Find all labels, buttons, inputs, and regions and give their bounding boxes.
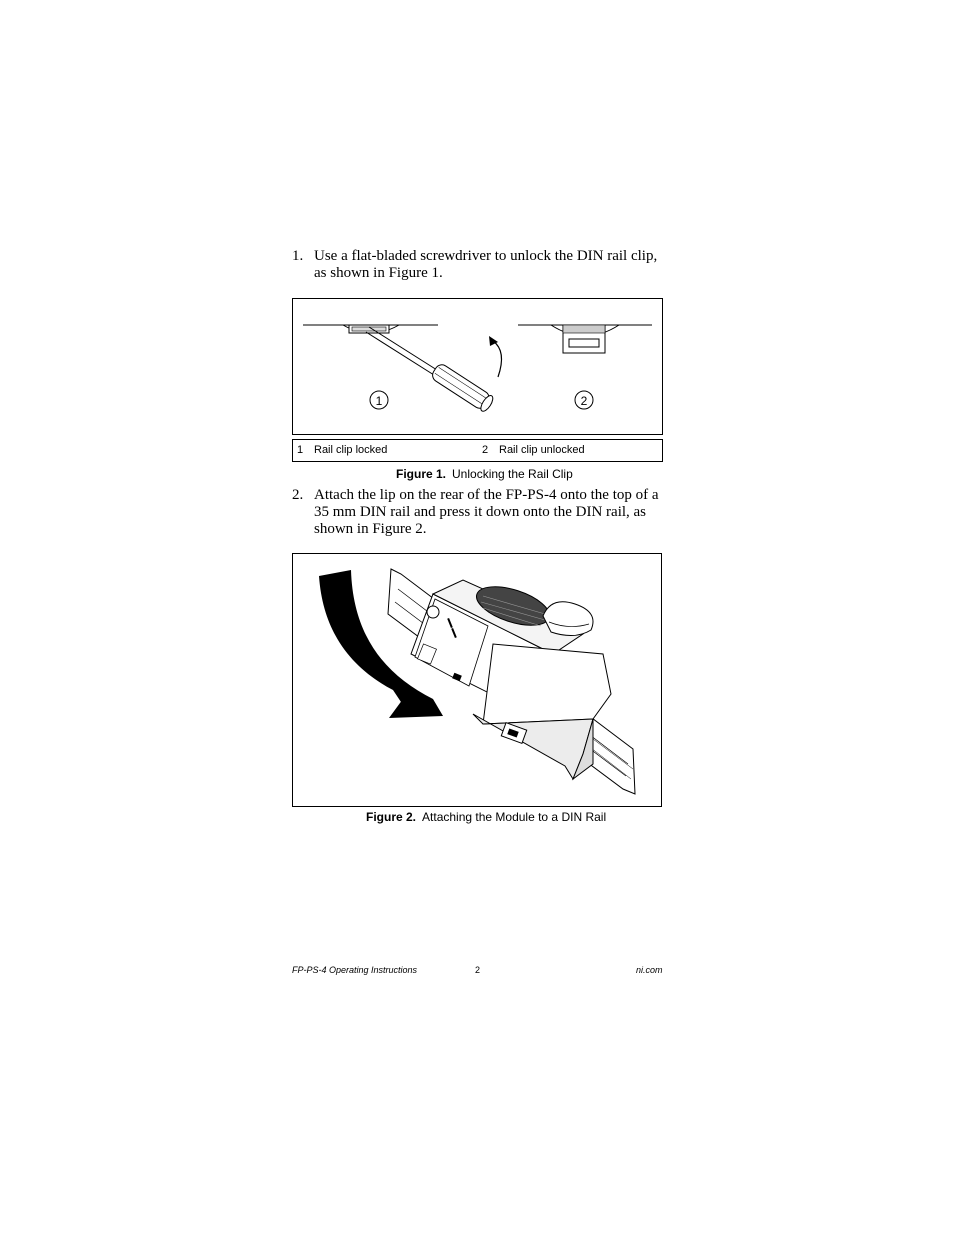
footer-document-title: FP-PS-4 Operating Instructions bbox=[292, 965, 418, 975]
callout-1: 1 bbox=[375, 394, 383, 408]
figure-2-caption-label: Figure 2. bbox=[366, 810, 417, 824]
step-1-text: Use a flat-bladed screwdriver to unlock the DIN rail clip, as shown in Figure 1. bbox=[314, 248, 658, 281]
legend-2-number: 2 bbox=[482, 444, 489, 456]
figure-2-caption-text: Attaching the Module to a DIN Rail bbox=[422, 810, 607, 824]
step-1-number: 1. bbox=[292, 248, 304, 264]
figure-2-caption bbox=[366, 810, 606, 824]
footer-page-number: 2 bbox=[475, 965, 481, 975]
step-2-number: 2. bbox=[292, 487, 304, 503]
figure-1-caption-text: Unlocking the Rail Clip bbox=[452, 467, 573, 481]
legend-1-number: 1 bbox=[297, 444, 304, 456]
step-2-text: Attach the lip on the rear of the FP-PS-4 onto the top of a 35 mm DIN rail and press it down onto the DIN rail, as shown in Figure 2. bbox=[314, 487, 659, 537]
legend-2-label: Rail clip unlocked bbox=[499, 444, 585, 456]
figure-1-illustration bbox=[292, 298, 663, 435]
legend-1-label: Rail clip locked bbox=[314, 444, 388, 456]
din-rail-module-drawing bbox=[293, 554, 663, 808]
footer-website: ni.com bbox=[636, 965, 663, 975]
figure-2-illustration bbox=[292, 553, 662, 807]
figure-1-caption-label: Figure 1. bbox=[396, 467, 447, 481]
figure-1-legend bbox=[292, 439, 663, 462]
callout-2: 2 bbox=[580, 394, 588, 408]
figure-1-caption bbox=[396, 467, 573, 481]
rail-clip-drawing bbox=[293, 299, 664, 436]
